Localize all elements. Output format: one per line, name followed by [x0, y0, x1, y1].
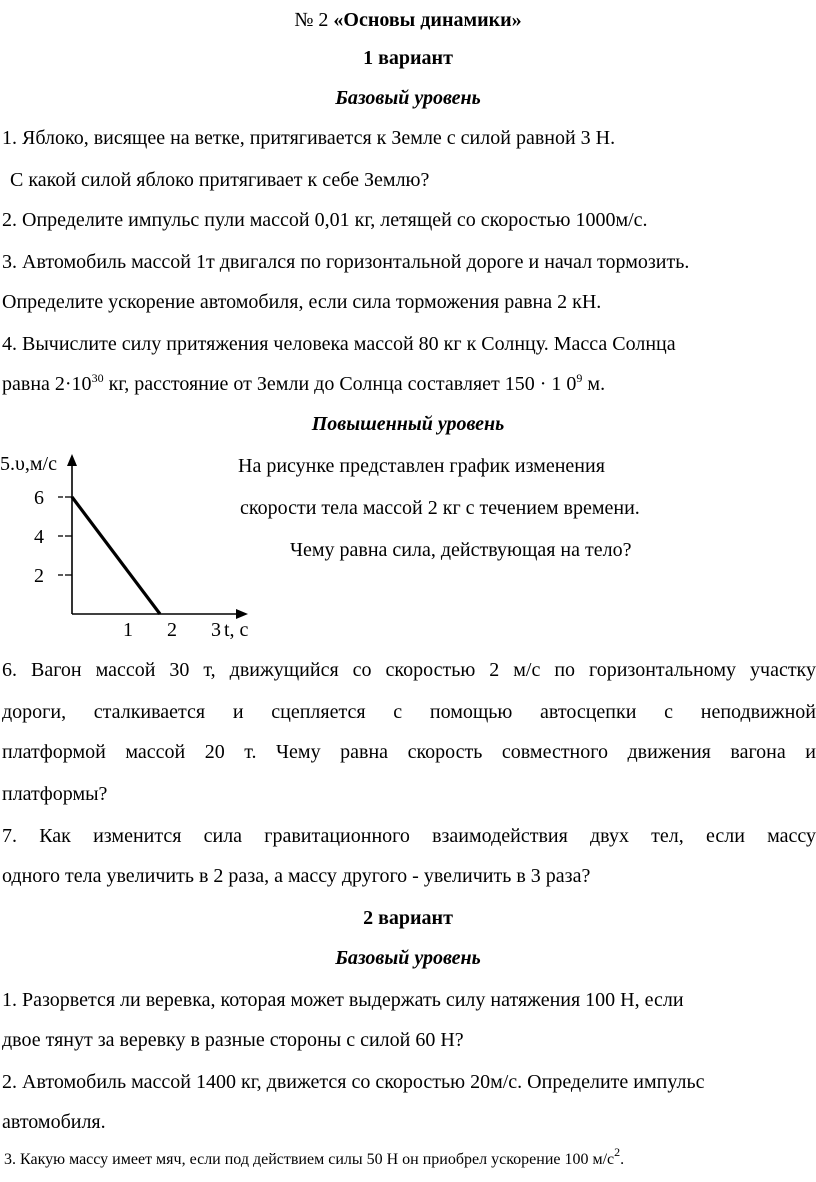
v2-q3-text: 3. Какую массу имеет мяч, если под действием силы 50 Н он приобрел ускорение 100 м/с — [4, 1151, 615, 1168]
basic-level-heading: Базовый уровень — [335, 87, 481, 109]
y-tick-label: 4 — [34, 526, 44, 548]
velocity-time-graph — [0, 446, 260, 646]
v2-q1-line1: 1. Разорвется ли веревка, которая может выдержать силу натяжения 100 Н, если — [2, 989, 684, 1011]
v1-q7-line2: одного тела увеличить в 2 раза, а массу другого - увеличить в 3 раза? — [2, 865, 591, 887]
basic-level-heading-2: Базовый уровень — [335, 947, 481, 969]
v1-q6-line4: платформы? — [2, 783, 108, 805]
v1-q2: 2. Определите импульс пули массой 0,01 кг, летящей со скоростью 1000м/с. — [2, 209, 648, 231]
v2-q2-line2: автомобиля. — [2, 1111, 106, 1133]
q5-text-line2: скорости тела массой 2 кг с течением времени. — [240, 497, 640, 519]
v2-q3 — [4, 1145, 816, 1172]
q4-text-post: м. — [582, 373, 606, 395]
velocity-line — [72, 497, 160, 614]
y-axis-label: 5.υ,м/с — [0, 453, 57, 475]
v1-q4-line2 — [2, 372, 816, 396]
y-tick-label: 6 — [34, 487, 44, 509]
v1-q3-line1: 3. Автомобиль массой 1т двигался по горизонтальной дороге и начал тормозить. — [2, 251, 690, 273]
v1-q6-line1: 6. Вагон массой 30 т, движущийся со скоростью 2 м/с по горизонтальному участку — [2, 659, 816, 681]
v2-q3-exponent: 2 — [614, 1145, 621, 1159]
document-title — [0, 8, 816, 32]
q4-text-mid: кг, расстояние от Земли до Солнца составляет 150 · 1 0 — [103, 373, 577, 395]
q4-exponent-1: 30 — [91, 371, 104, 385]
v1-q7-line1: 7. Как изменится сила гравитационного взаимодействия двух тел, если массу — [2, 825, 816, 847]
y-tick-label: 2 — [34, 565, 44, 587]
v1-q6-line2: дороги, сталкивается и сцепляется с помощью автосцепки с неподвижной — [2, 701, 816, 723]
q4-text-pre: равна 2·10 — [2, 373, 92, 395]
title-text: «Основы динамики» — [333, 9, 522, 31]
v1-q1-line1: 1. Яблоко, висящее на ветке, притягивается к Земле с силой равной 3 Н. — [2, 127, 616, 149]
v2-q2-line1: 2. Автомобиль массой 1400 кг, движется со скоростью 20м/с. Определите импульс — [2, 1071, 705, 1093]
x-tick-label: 3 — [211, 619, 221, 641]
v1-q3-line2: Определите ускорение автомобиля, если сила торможения равна 2 кН. — [2, 291, 602, 313]
variant-1-heading: 1 вариант — [363, 47, 453, 69]
y-axis-arrow — [67, 454, 77, 466]
x-axis-arrow — [236, 609, 248, 619]
title-number: № 2 — [294, 9, 329, 31]
q4-exponent-2: 9 — [576, 371, 583, 385]
v2-q3-end: . — [620, 1151, 625, 1168]
advanced-level-heading: Повышенный уровень — [311, 413, 505, 435]
x-tick-label: 1 — [123, 619, 133, 641]
v1-q1-line2: С какой силой яблоко притягивает к себе Землю? — [10, 169, 430, 191]
v2-q1-line2: двое тянут за веревку в разные стороны с силой 60 Н? — [2, 1029, 464, 1051]
q5-text-line1: На рисунке представлен график изменения — [238, 455, 605, 477]
x-axis-label: t, c — [224, 619, 249, 641]
variant-2-heading: 2 вариант — [363, 907, 453, 929]
v1-q4-line1: 4. Вычислите силу притяжения человека массой 80 кг к Солнцу. Масса Солнца — [2, 333, 676, 355]
q5-text-line3: Чему равна сила, действующая на тело? — [290, 539, 632, 561]
v1-q6-line3: платформой массой 20 т. Чему равна скорость совместного движения вагона и — [2, 741, 816, 763]
x-tick-label: 2 — [167, 619, 177, 641]
